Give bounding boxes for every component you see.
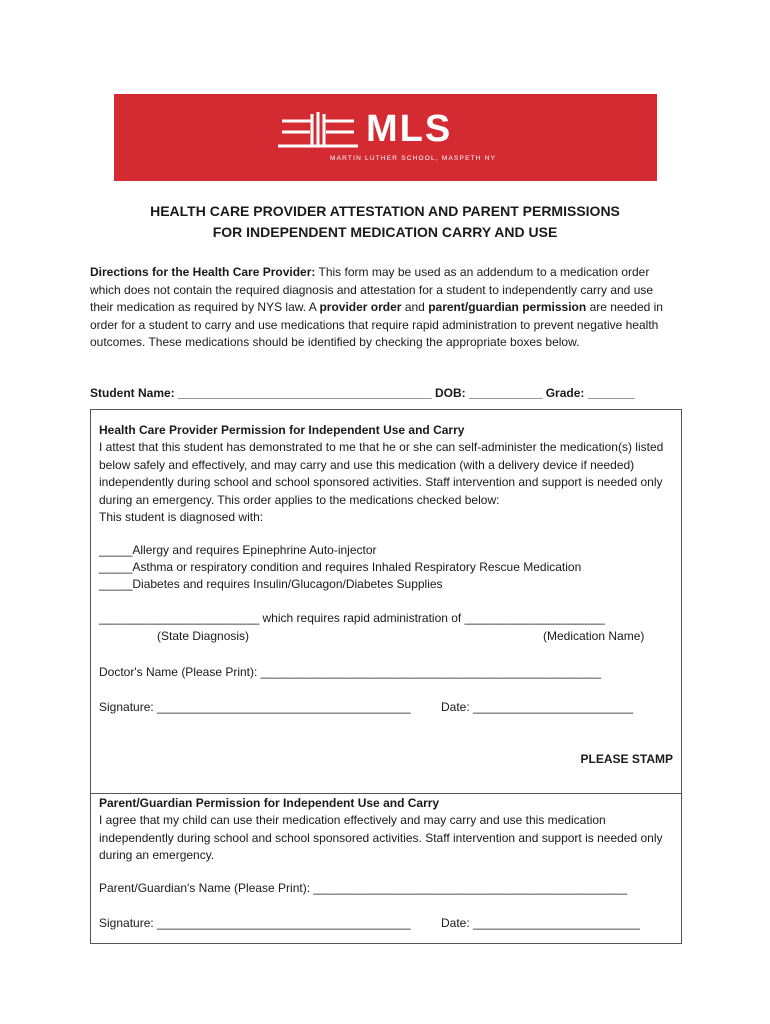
state-diagnosis-label: (State Diagnosis)	[157, 629, 250, 643]
provider-section	[90, 409, 682, 794]
please-stamp-label: PLEASE STAMP	[580, 752, 673, 766]
provider-heading: Health Care Provider Permission for Independent Use and Carry	[99, 423, 465, 437]
directions-text-2: are needed in order for a student to carry and use medications that require rapid administration to prevent negative health outcomes. These medications should be identified by checking the appropriate boxes below.	[90, 300, 663, 349]
form-title	[90, 201, 680, 243]
provider-date-field[interactable]: Date: ________________________	[441, 700, 634, 714]
doctor-name-field[interactable]: Doctor's Name (Please Print): ___________________________________________________	[99, 665, 602, 679]
directions-label: Directions for the Health Care Provider:	[90, 265, 316, 279]
directions-text-1: This form may be used as an addendum to a medication order which does not contain the required diagnosis and attestation for a student to independently carry and use their medication as required by NYS law. A	[90, 265, 654, 314]
header-banner	[114, 94, 657, 181]
option-asthma[interactable]: _____Asthma or respiratory condition and requires Inhaled Respiratory Rescue Medication	[99, 560, 582, 574]
parent-heading: Parent/Guardian Permission for Independent Use and Carry	[99, 796, 440, 810]
parent-agreement-text: I agree that my child can use their medication effectively and may carry and use this medication independently during school and school sponsored activities. Staff intervention and support is needed only during an emergency.	[99, 813, 663, 862]
title-line-2: FOR INDEPENDENT MEDICATION CARRY AND USE	[212, 224, 558, 240]
parent-name-field[interactable]: Parent/Guardian's Name (Please Print): _______________________________________________	[99, 881, 628, 895]
logo-subtitle: MARTIN LUTHER SCHOOL, MASPETH NY	[330, 155, 497, 162]
medication-name-label: (Medication Name)	[543, 629, 645, 643]
directions-and: and	[401, 300, 429, 314]
diagnosed-text: This student is diagnosed with:	[99, 510, 264, 524]
directions-paragraph	[90, 264, 678, 352]
option-allergy[interactable]: _____Allergy and requires Epinephrine Auto-injector	[99, 543, 377, 557]
school-logo	[278, 108, 497, 166]
student-info-line[interactable]: Student Name: ______________________________________ DOB: ___________ Grade: _______	[90, 386, 635, 400]
provider-signature-field[interactable]: Signature: ______________________________________	[99, 700, 411, 714]
rapid-administration-line[interactable]: ________________________ which requires rapid administration of _____________________	[99, 611, 605, 625]
provider-order-text: provider order	[319, 300, 402, 314]
option-diabetes[interactable]: _____Diabetes and requires Insulin/Glucagon/Diabetes Supplies	[99, 577, 443, 591]
attestation-text: I attest that this student has demonstrated to me that he or she can self-administer the medication(s) listed below safely and effectively, and may carry and use this medication (with a delivery device if needed) independently during school and school sponsored activities. Staff intervention and support is needed only during an emergency. This order applies to the medications checked below:	[99, 440, 664, 507]
parent-section	[90, 793, 682, 944]
parent-date-field[interactable]: Date: _________________________	[441, 916, 640, 930]
parent-permission-text: parent/guardian permission	[428, 300, 587, 314]
cross-logo-icon	[278, 112, 358, 152]
parent-signature-field[interactable]: Signature: ______________________________________	[99, 916, 411, 930]
title-line-1: HEALTH CARE PROVIDER ATTESTATION AND PARENT PERMISSIONS	[150, 203, 620, 219]
logo-text: MLS	[366, 108, 453, 150]
